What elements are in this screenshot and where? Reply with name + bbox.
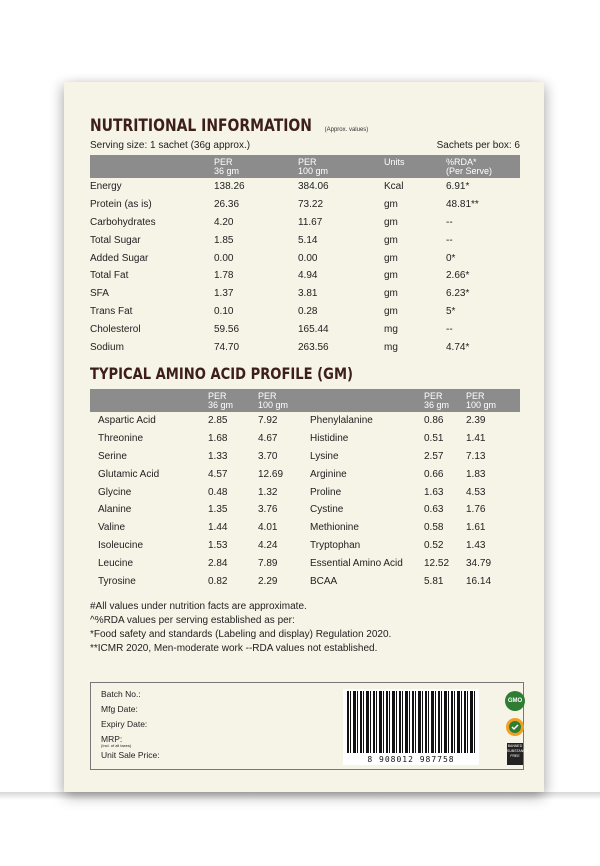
amino-header-name-2 — [308, 389, 422, 412]
nutrition-cell-per100: 165.44 — [298, 323, 329, 335]
amino-header-per100-2: PER 100 gm — [464, 389, 520, 412]
nutrition-header-units: Units — [382, 155, 444, 178]
nutrition-cell-name: SFA — [90, 288, 109, 300]
nutrition-cell-unit: mg — [384, 341, 398, 353]
table-row — [90, 231, 520, 249]
amino-cell-a: Valine — [98, 522, 126, 534]
nutrition-cell-name: Total Sugar — [90, 234, 141, 246]
amino-cell-a36: 2.84 — [208, 557, 228, 569]
table-row — [90, 537, 520, 555]
amino-cell-a: Leucine — [98, 557, 134, 569]
amino-cell-a: Threonine — [98, 433, 144, 445]
amino-cell-b: Tryptophan — [310, 539, 361, 551]
amino-cell-a36: 0.48 — [208, 486, 228, 498]
nutrition-cell-rda: 2.66* — [446, 270, 470, 282]
amino-cell-b36: 1.63 — [424, 486, 444, 498]
amino-cell-a: Glycine — [98, 486, 132, 498]
amino-cell-b: Phenylalanine — [310, 415, 373, 427]
amino-cell-b36: 0.66 — [424, 468, 444, 480]
nutrition-cell-per36: 4.20 — [214, 216, 234, 228]
amino-cell-b100: 1.41 — [466, 433, 486, 445]
expiry-date-label: Expiry Date: — [101, 719, 148, 729]
nutrition-cell-per36: 1.37 — [214, 288, 234, 300]
unit-price-label: Unit Sale Price: — [101, 750, 160, 760]
nutrition-cell-per36: 0.10 — [214, 305, 234, 317]
amino-cell-a100: 3.70 — [258, 450, 278, 462]
nutrition-cell-per36: 0.00 — [214, 252, 234, 264]
amino-cell-a100: 4.24 — [258, 539, 278, 551]
amino-cell-b36: 0.52 — [424, 539, 444, 551]
nutrition-cell-per100: 0.00 — [298, 252, 318, 264]
nutrition-cell-rda: 0* — [446, 252, 456, 264]
amino-cell-a: Serine — [98, 450, 127, 462]
amino-cell-b36: 0.58 — [424, 522, 444, 534]
amino-cell-b36: 0.63 — [424, 504, 444, 516]
barcode-number: 8 908012 987758 — [367, 755, 455, 764]
nutrition-cell-per100: 384.06 — [298, 181, 329, 193]
nutrition-header-per100: PER 100 gm — [296, 155, 382, 178]
table-row — [90, 214, 520, 232]
amino-cell-b36: 2.57 — [424, 450, 444, 462]
nutrition-cell-name: Energy — [90, 181, 122, 193]
amino-cell-b36: 12.52 — [424, 557, 450, 569]
footnote: *Food safety and standards (Labeling and display) Regulation 2020. — [90, 628, 392, 640]
nutrition-cell-name: Sodium — [90, 341, 124, 353]
amino-header-per36-1: PER 36 gm — [206, 389, 256, 412]
amino-cell-a36: 0.82 — [208, 575, 228, 587]
table-row — [90, 285, 520, 303]
amino-cell-a: Tyrosine — [98, 575, 136, 587]
amino-cell-b100: 2.39 — [466, 415, 486, 427]
amino-cell-b100: 16.14 — [466, 575, 492, 587]
table-row — [90, 267, 520, 285]
table-row — [90, 338, 520, 356]
table-row — [90, 554, 520, 572]
batch-labels — [101, 687, 160, 763]
amino-cell-b36: 0.86 — [424, 415, 444, 427]
amino-cell-b36: 5.81 — [424, 575, 444, 587]
nutrition-header-rda: %RDA* (Per Serve) — [444, 155, 520, 178]
amino-body — [90, 412, 520, 590]
nutrition-cell-per100: 0.28 — [298, 305, 318, 317]
nutrition-cell-per36: 1.85 — [214, 234, 234, 246]
h-per36-a: PER — [214, 157, 233, 167]
nutrition-header-name — [90, 155, 212, 178]
amino-cell-a100: 12.69 — [258, 468, 284, 480]
gmp-seal-icon — [505, 717, 525, 737]
batch-no-label: Batch No.: — [101, 689, 141, 699]
product-back-panel — [64, 82, 544, 792]
footnote: #All values under nutrition facts are approximate. — [90, 600, 307, 612]
amino-cell-b: Cystine — [310, 504, 344, 516]
table-row — [90, 303, 520, 321]
mrp-label: MRP: — [101, 734, 123, 744]
amino-cell-b100: 7.13 — [466, 450, 486, 462]
amino-cell-a: Isoleucine — [98, 539, 144, 551]
amino-cell-b100: 34.79 — [466, 557, 492, 569]
amino-cell-b100: 4.53 — [466, 486, 486, 498]
amino-cell-b: Histidine — [310, 433, 349, 445]
nutrition-cell-unit: Kcal — [384, 181, 404, 193]
table-row — [90, 501, 520, 519]
nutrition-cell-rda: -- — [446, 323, 453, 335]
table-row — [90, 412, 520, 430]
table-row — [90, 448, 520, 466]
footnotes — [90, 600, 520, 656]
footnote: **ICMR 2020, Men-moderate work --RDA values not established. — [90, 642, 378, 654]
nutrition-cell-name: Added Sugar — [90, 252, 149, 264]
amino-cell-b: Essential Amino Acid — [310, 557, 403, 569]
amino-cell-a100: 3.76 — [258, 504, 278, 516]
h-per36-b: 36 gm — [214, 166, 240, 176]
nutrition-header-per36 — [212, 155, 296, 178]
nutrition-title: NUTRITIONAL INFORMATION — [90, 116, 312, 136]
amino-cell-b100: 1.43 — [466, 539, 486, 551]
nutrition-cell-name: Carbohydrates — [90, 216, 156, 228]
nutrition-cell-rda: 6.23* — [446, 288, 470, 300]
nutrition-header-row — [90, 155, 520, 178]
amino-cell-a36: 1.33 — [208, 450, 228, 462]
label-content — [90, 116, 520, 656]
amino-cell-a100: 4.01 — [258, 522, 278, 534]
amino-cell-b100: 1.61 — [466, 522, 486, 534]
table-row — [90, 249, 520, 267]
nutrition-cell-unit: mg — [384, 323, 398, 335]
batch-info-box — [90, 682, 529, 770]
table-row — [90, 465, 520, 483]
barcode-bars — [347, 691, 475, 753]
nutrition-cell-per36: 138.26 — [214, 181, 245, 193]
nutrition-body — [90, 178, 520, 356]
nutrition-cell-rda: -- — [446, 234, 453, 246]
amino-cell-b: Proline — [310, 486, 342, 498]
amino-cell-a36: 2.85 — [208, 415, 228, 427]
nutrition-cell-rda: 6.91* — [446, 181, 470, 193]
barcode — [343, 689, 479, 765]
amino-cell-a36: 1.44 — [208, 522, 228, 534]
nutrition-cell-unit: gm — [384, 288, 398, 300]
amino-cell-a: Glutamic Acid — [98, 468, 160, 480]
table-row — [90, 519, 520, 537]
amino-cell-a100: 2.29 — [258, 575, 278, 587]
nutrition-cell-name: Trans Fat — [90, 305, 133, 317]
nutrition-cell-per100: 263.56 — [298, 341, 329, 353]
amino-cell-b: Lysine — [310, 450, 339, 462]
nutrition-cell-unit: gm — [384, 199, 398, 211]
amino-cell-a100: 1.32 — [258, 486, 278, 498]
gmo-badge-icon: GMO — [505, 691, 525, 711]
amino-cell-a100: 7.92 — [258, 415, 278, 427]
serving-row — [90, 140, 520, 151]
table-row — [90, 178, 520, 196]
nutrition-cell-name: Total Fat — [90, 270, 129, 282]
mrp-note: (Incl. of all taxes) — [101, 743, 132, 748]
amino-cell-b: Arginine — [310, 468, 347, 480]
table-row — [90, 196, 520, 214]
nutrition-cell-unit: gm — [384, 234, 398, 246]
nutrition-cell-rda: 4.74* — [446, 341, 470, 353]
table-row — [90, 430, 520, 448]
amino-cell-b36: 0.51 — [424, 433, 444, 445]
amino-cell-a100: 7.89 — [258, 557, 278, 569]
amino-cell-b: Methionine — [310, 522, 359, 534]
amino-cell-a36: 1.53 — [208, 539, 228, 551]
nutrition-cell-name: Protein (as is) — [90, 199, 152, 211]
amino-cell-a36: 4.57 — [208, 468, 228, 480]
serving-size: Serving size: 1 sachet (36g approx.) — [90, 140, 251, 151]
nutrition-cell-unit: gm — [384, 216, 398, 228]
mfg-date-label: Mfg Date: — [101, 704, 138, 714]
amino-header-per100-1: PER 100 gm — [256, 389, 308, 412]
nutrition-cell-unit: gm — [384, 305, 398, 317]
nutrition-title-row — [90, 116, 520, 136]
sachets-per-box: Sachets per box: 6 — [436, 140, 520, 151]
nutrition-cell-per100: 3.81 — [298, 288, 318, 300]
table-row — [90, 483, 520, 501]
nutrition-cell-per100: 11.67 — [298, 216, 323, 228]
nutrition-cell-per36: 74.70 — [214, 341, 240, 353]
amino-cell-b100: 1.76 — [466, 504, 486, 516]
amino-cell-b100: 1.83 — [466, 468, 486, 480]
footnote: ^%RDA values per serving established as per: — [90, 614, 295, 626]
amino-title: TYPICAL AMINO ACID PROFILE (GM) — [90, 363, 354, 383]
nutrition-cell-unit: gm — [384, 252, 398, 264]
nutrition-cell-name: Cholesterol — [90, 323, 141, 335]
amino-cell-b: BCAA — [310, 575, 338, 587]
amino-cell-a36: 1.68 — [208, 433, 228, 445]
nutrition-cell-per36: 1.78 — [214, 270, 234, 282]
amino-cell-a: Aspartic Acid — [98, 415, 156, 427]
nutrition-cell-rda: -- — [446, 216, 453, 228]
floor-shadow — [0, 792, 600, 800]
nutrition-cell-per100: 5.14 — [298, 234, 318, 246]
nutrition-cell-per100: 73.22 — [298, 199, 324, 211]
nutrition-cell-rda: 48.81** — [446, 199, 479, 211]
amino-header-row — [90, 389, 520, 412]
nutrition-cell-per36: 26.36 — [214, 199, 240, 211]
nutrition-cell-rda: 5* — [446, 305, 456, 317]
amino-table — [90, 389, 520, 590]
amino-cell-a100: 4.67 — [258, 433, 278, 445]
amino-header-per36-2: PER 36 gm — [422, 389, 464, 412]
amino-cell-a36: 1.35 — [208, 504, 228, 516]
nutrition-cell-unit: gm — [384, 270, 398, 282]
banned-substance-free-badge-icon: BANNED SUBSTANCE FREE — [507, 743, 523, 765]
table-row — [90, 572, 520, 590]
nutrition-cell-per100: 4.94 — [298, 270, 318, 282]
approx-note: (Approx. values) — [324, 127, 369, 133]
nutrition-table — [90, 155, 520, 356]
nutrition-cell-per36: 59.56 — [214, 323, 240, 335]
amino-cell-a: Alanine — [98, 504, 132, 516]
amino-header-name-1 — [90, 389, 206, 412]
table-row — [90, 320, 520, 338]
